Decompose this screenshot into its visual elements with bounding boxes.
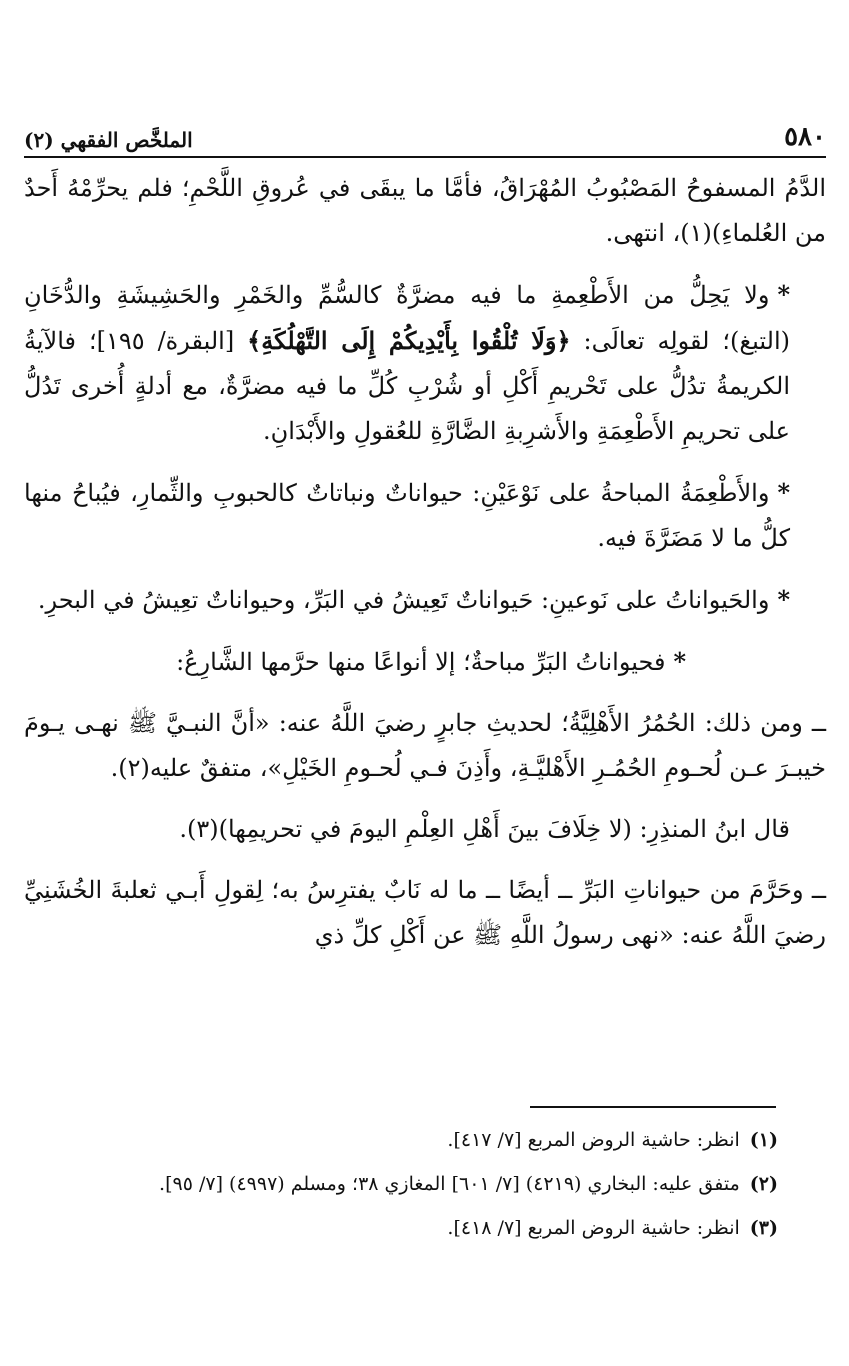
star-bullet-icon: * (777, 585, 790, 614)
paragraph-text: ــ ومن ذلك: الحُمُرُ الأَهْلِيَّةُ؛ لحديثِ جابرٍ رضيَ اللَّهُ عنه: «أنَّ النبـيَّ ﷺ نهـى يـومَ خيبـرَ عـن لُحـومِ الحُمُـرِ الأَهْليَّـةِ، وأَذِنَ فـي لُحـومِ الخَيْلِ»، متفقٌ عليه(٢). (24, 709, 826, 782)
running-title: الملخَّص الفقهي (٢) (24, 128, 193, 152)
page-header (24, 112, 826, 158)
footnotes (24, 1118, 778, 1250)
footnote-item (24, 1162, 778, 1206)
footnote-item (24, 1206, 778, 1250)
paragraph-harmful-foods (24, 272, 826, 454)
footnote-item (24, 1118, 778, 1162)
footnote-text: انظر: حاشية الروض المربع [٧/ ٤١٨]. (447, 1217, 740, 1239)
paragraph-ibn-mundhir (24, 807, 826, 852)
footnote-text: متفق عليه: البخاري (٤٢١٩) [٧/ ٦٠١] المغازي ٣٨؛ ومسلم (٤٩٩٧) [٧/ ٩٥]. (159, 1173, 740, 1195)
paragraph-text: قال ابنُ المنذِرِ: (لا خِلَافَ بينَ أَهْلِ العِلْمِ اليومَ في تحريمِها)(٣). (179, 815, 790, 843)
star-bullet-icon: * (777, 280, 790, 309)
page-number: ٥٨٠ (784, 122, 826, 152)
paragraph-land-animals (24, 639, 826, 685)
footnote-text: انظر: حاشية الروض المربع [٧/ ٤١٧]. (447, 1129, 740, 1151)
paragraph-animal-types (24, 577, 826, 623)
paragraph-blood-continuation (24, 166, 826, 256)
main-text (24, 166, 826, 974)
paragraph-text: [البقرة/ ١٩٥]؛ فالآيةُ الكريمةُ تدُلُّ على تَحْريمِ أَكْلِ أو شُرْبِ كُلِّ ما فيه مضرَّةٌ، مع أدلةٍ أُخرى تَدُلُّ على تحريمِ الأَطْعِمَةِ والأَشرِبةِ الضَّارَّةِ للعُقولِ والأَبْدَانِ. (24, 327, 790, 445)
footnote-number: (١) (749, 1129, 778, 1151)
footnote-number: (٢) (749, 1173, 778, 1195)
star-bullet-icon: * (673, 647, 686, 676)
paragraph-text: والحَيواناتُ على نَوعينِ: حَيواناتٌ تَعِيشُ في البَرِّ، وحيواناتٌ تعِيشُ في البحرِ. (37, 586, 770, 614)
quran-verse: ﴿وَلَا تُلْقُوا بِأَيْدِيكُمْ إِلَى التَّهْلُكَةِ﴾ (247, 326, 571, 355)
paragraph-text: ــ وحَرَّمَ من حيواناتِ البَرِّ ــ أيضًا ــ ما له نَابٌ يفترِسُ به؛ لِقولِ أَبـي ثعلبةَ الخُشَنِيِّ رضيَ اللَّهُ عنه: «نهى رسولُ اللَّهِ ﷺ عن أَكْلِ كلِّ ذي (24, 876, 826, 949)
footnote-number: (٣) (749, 1217, 778, 1239)
paragraph-text: ولا يَحِلُّ من الأَطْعِمةِ ما فيه مضرَّةٌ كالسُّمِّ والخَمْرِ والحَشِيشَةِ والدُّخَانِ (التبغ)؛ لقولِه تعالَى: (24, 281, 791, 355)
star-bullet-icon: * (777, 478, 790, 507)
paragraph-text: والأَطْعِمَةُ المباحةُ على نَوْعَيْنِ: حيواناتٌ ونباتاتٌ كالحبوبِ والثِّمارِ، فيُباحُ منها كلُّ ما لا مَضَرَّةَ فيه. (24, 479, 790, 552)
paragraph-text: فحيواناتُ البَرِّ مباحةٌ؛ إلا أنواعًا منها حرَّمها الشَّارِعُ: (176, 648, 666, 676)
footnote-divider (530, 1106, 776, 1108)
paragraph-text: الدَّمُ المسفوحُ المَصْبُوبُ المُهْرَاقُ، فأمَّا ما يبقَى في عُروقِ اللَّحْمِ؛ فلم يحرِّمْهُ أَحدٌ من العُلماءِ)(١)، انتهى. (24, 174, 826, 247)
paragraph-domestic-donkeys (24, 701, 826, 791)
paragraph-permitted-foods (24, 470, 826, 561)
paragraph-fanged-animals (24, 868, 826, 958)
